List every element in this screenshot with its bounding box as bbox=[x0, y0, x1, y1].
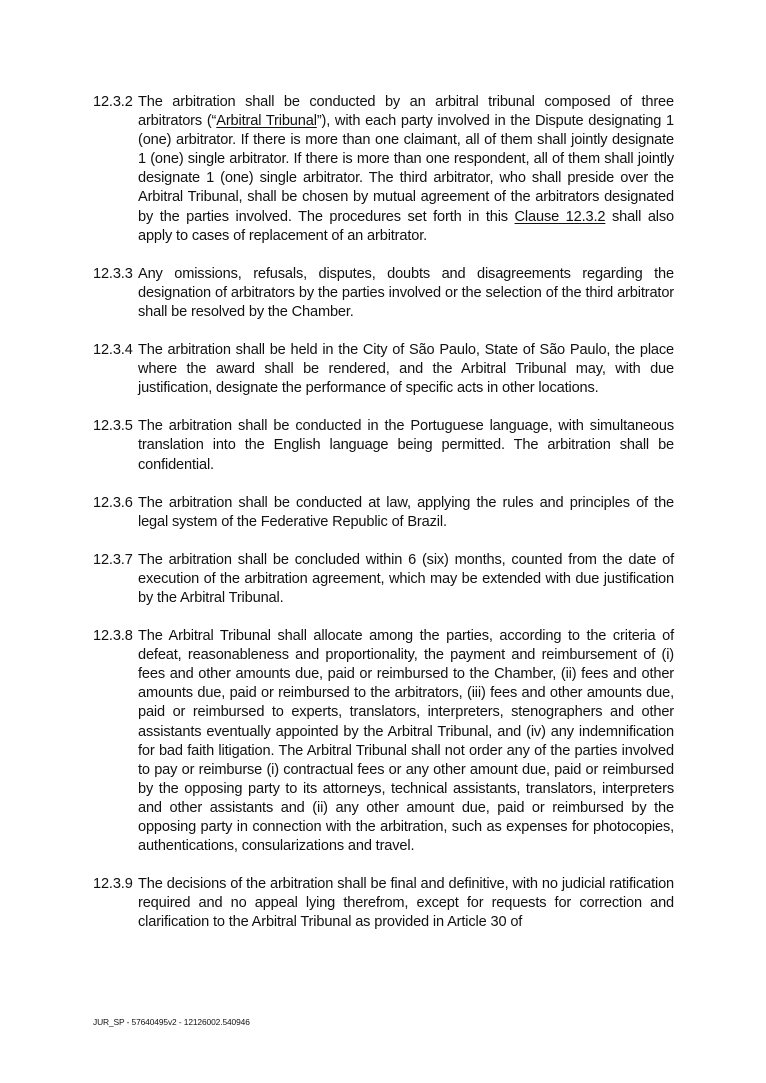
clause-12-3-8 bbox=[93, 627, 674, 856]
clause-12-3-4 bbox=[93, 341, 674, 398]
clause-text: Any omissions, refusals, disputes, doubts and disagreements regarding the designation of arbitrators by the parties involved or the selection of the third arbitrator shall be resolved by the Chamber. bbox=[138, 265, 674, 320]
clause-number: 12.3.8 bbox=[93, 628, 133, 645]
clause-12-3-5 bbox=[93, 417, 674, 474]
clause-12-3-2 bbox=[93, 93, 674, 246]
clause-text: The arbitration shall be held in the City of São Paulo, State of São Paulo, the place where the award shall be rendered, and the Arbitral Tribunal may, with due justification, designate the performance of specific acts in other locations. bbox=[138, 342, 674, 397]
clause-12-3-7 bbox=[93, 551, 674, 608]
clause-number: 12.3.9 bbox=[93, 876, 133, 893]
clause-reference-12-3-2: Clause 12.3.2 bbox=[514, 208, 606, 225]
clause-text: shall also apply to cases of replacement of an arbitrator. bbox=[138, 208, 674, 244]
clause-number: 12.3.4 bbox=[93, 342, 133, 359]
clause-text: The Arbitral Tribunal shall allocate among the parties, according to the criteria of defeat, reasonableness and proportionality, the payment and reimbursement of (i) fees and other amounts due, paid or reimbursed to the Chamber, (ii) fees and other amounts due, paid or reimbursed to the arbitrators, (iii) fees and other amounts due, paid or reimbursed to experts, translators, interpreters, stenographers and other assistants eventually appointed by the Arbitral Tribunal, and (iv) any indemnification for bad faith litigation. The Arbitral Tribunal shall not order any of the parties involved to pay or reimburse (i) contractual fees or any other amount due, paid or reimbursed by the opposing party to its attorneys, technical assistants, translators, interpreters and other assistants and (ii) any other amount due, paid or reimbursed by the opposing party in connection with the arbitration, such as expenses for photocopies, authentications, consularizations and travel. bbox=[138, 628, 674, 855]
clause-12-3-3 bbox=[93, 265, 674, 322]
document-footer-reference: JUR_SP - 57640495v2 - 12126002.540946 bbox=[93, 1017, 250, 1027]
clause-text: The arbitration shall be conducted by an arbitral tribunal composed of three arbitrators (“ bbox=[138, 94, 674, 130]
clause-text: The decisions of the arbitration shall be final and definitive, with no judicial ratification required and no appeal lying therefrom, except for requests for correction and clarification to the Arbitral Tribunal as provided in Article 30 of bbox=[138, 876, 674, 931]
clause-text: The arbitration shall be conducted at law, applying the rules and principles of the legal system of the Federative Republic of Brazil. bbox=[138, 494, 674, 530]
clause-number: 12.3.6 bbox=[93, 494, 133, 511]
clause-number: 12.3.2 bbox=[93, 94, 133, 110]
clause-list bbox=[93, 93, 674, 951]
clause-number: 12.3.3 bbox=[93, 265, 133, 282]
clause-text: The arbitration shall be concluded within 6 (six) months, counted from the date of execution of the arbitration agreement, which may be extended with due justification by the Arbitral Tribunal. bbox=[138, 551, 674, 606]
clause-12-3-6 bbox=[93, 494, 674, 532]
clause-number: 12.3.5 bbox=[93, 418, 133, 435]
defined-term-arbitral-tribunal: Arbitral Tribunal bbox=[216, 113, 317, 130]
clause-text: The arbitration shall be conducted in the Portuguese language, with simultaneous translation into the English language being permitted. The arbitration shall be confidential. bbox=[138, 418, 674, 473]
clause-number: 12.3.7 bbox=[93, 551, 133, 568]
clause-text: ”), with each party involved in the Dispute designating 1 (one) arbitrator. If there is more than one claimant, all of them shall jointly designate 1 (one) single arbitrator. If there is more than one respondent, all of them shall jointly designate 1 (one) single arbitrator. The third arbitrator, who shall preside over the Arbitral Tribunal, shall be chosen by mutual agreement of the arbitrators designated by the parties involved. The procedures set forth in this bbox=[138, 113, 674, 225]
clause-12-3-9 bbox=[93, 875, 674, 932]
